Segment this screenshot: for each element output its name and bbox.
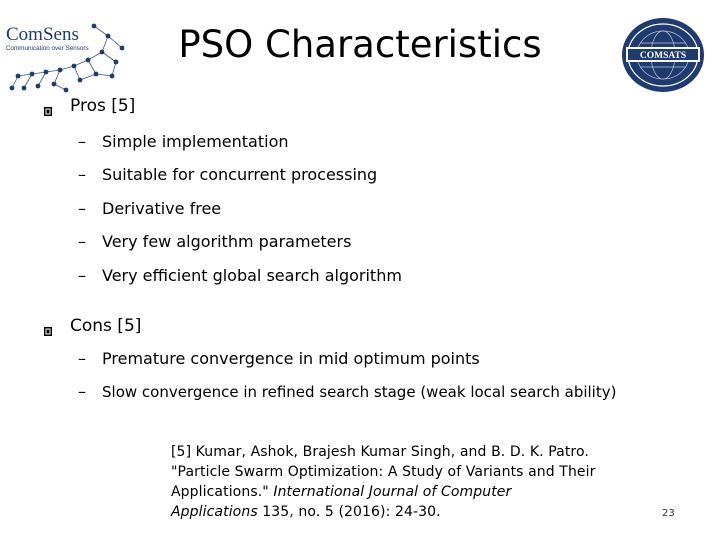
slide-title: PSO Characteristics bbox=[178, 23, 542, 66]
dash-bullet: – bbox=[78, 382, 86, 401]
comsens-logo-text: ComSens bbox=[6, 24, 79, 45]
dash-bullet: – bbox=[78, 349, 86, 368]
dash-bullet: – bbox=[78, 132, 86, 151]
reference-journal: International Journal of Computer Applications bbox=[171, 484, 512, 520]
pros-item-text: Very few algorithm parameters bbox=[102, 232, 352, 251]
pros-item-text: Very efficient global search algorithm bbox=[102, 266, 402, 285]
comsats-logo-text: COMSATS bbox=[639, 51, 687, 61]
dash-bullet: – bbox=[78, 165, 86, 184]
cons-item-text: Premature convergence in mid optimum points bbox=[102, 349, 480, 368]
reference-citation bbox=[171, 442, 601, 522]
pros-item-text: Simple implementation bbox=[102, 132, 289, 151]
cons-item-text: Slow convergence in refined search stage (weak local search ability) bbox=[102, 383, 617, 401]
pros-item-text: Derivative free bbox=[102, 199, 222, 218]
dash-bullet: – bbox=[78, 232, 86, 251]
cons-heading-label: Cons [5] bbox=[70, 316, 142, 336]
comsens-network-graphic bbox=[4, 18, 130, 94]
comsens-logo-subtext: Communication over Sensors bbox=[6, 45, 89, 52]
page-number: 23 bbox=[662, 508, 675, 519]
reference-details: 135, no. 5 (2016): 24-30. bbox=[257, 504, 441, 520]
comsats-logo bbox=[620, 16, 706, 94]
reference-text: [5] Kumar, Ashok, Brajesh Kumar Singh, and B. D. K. Patro. "Particle Swarm Optimization: A Study of Variants and Their Applications." bbox=[171, 444, 596, 500]
comsats-emblem-graphic bbox=[620, 16, 706, 94]
square-bullet-icon bbox=[44, 320, 52, 329]
dash-bullet: – bbox=[78, 199, 86, 218]
pros-heading-label: Pros [5] bbox=[70, 96, 136, 116]
comsens-logo bbox=[4, 18, 130, 94]
dash-bullet: – bbox=[78, 266, 86, 285]
square-bullet-icon bbox=[44, 100, 52, 109]
pros-item-text: Suitable for concurrent processing bbox=[102, 165, 378, 184]
